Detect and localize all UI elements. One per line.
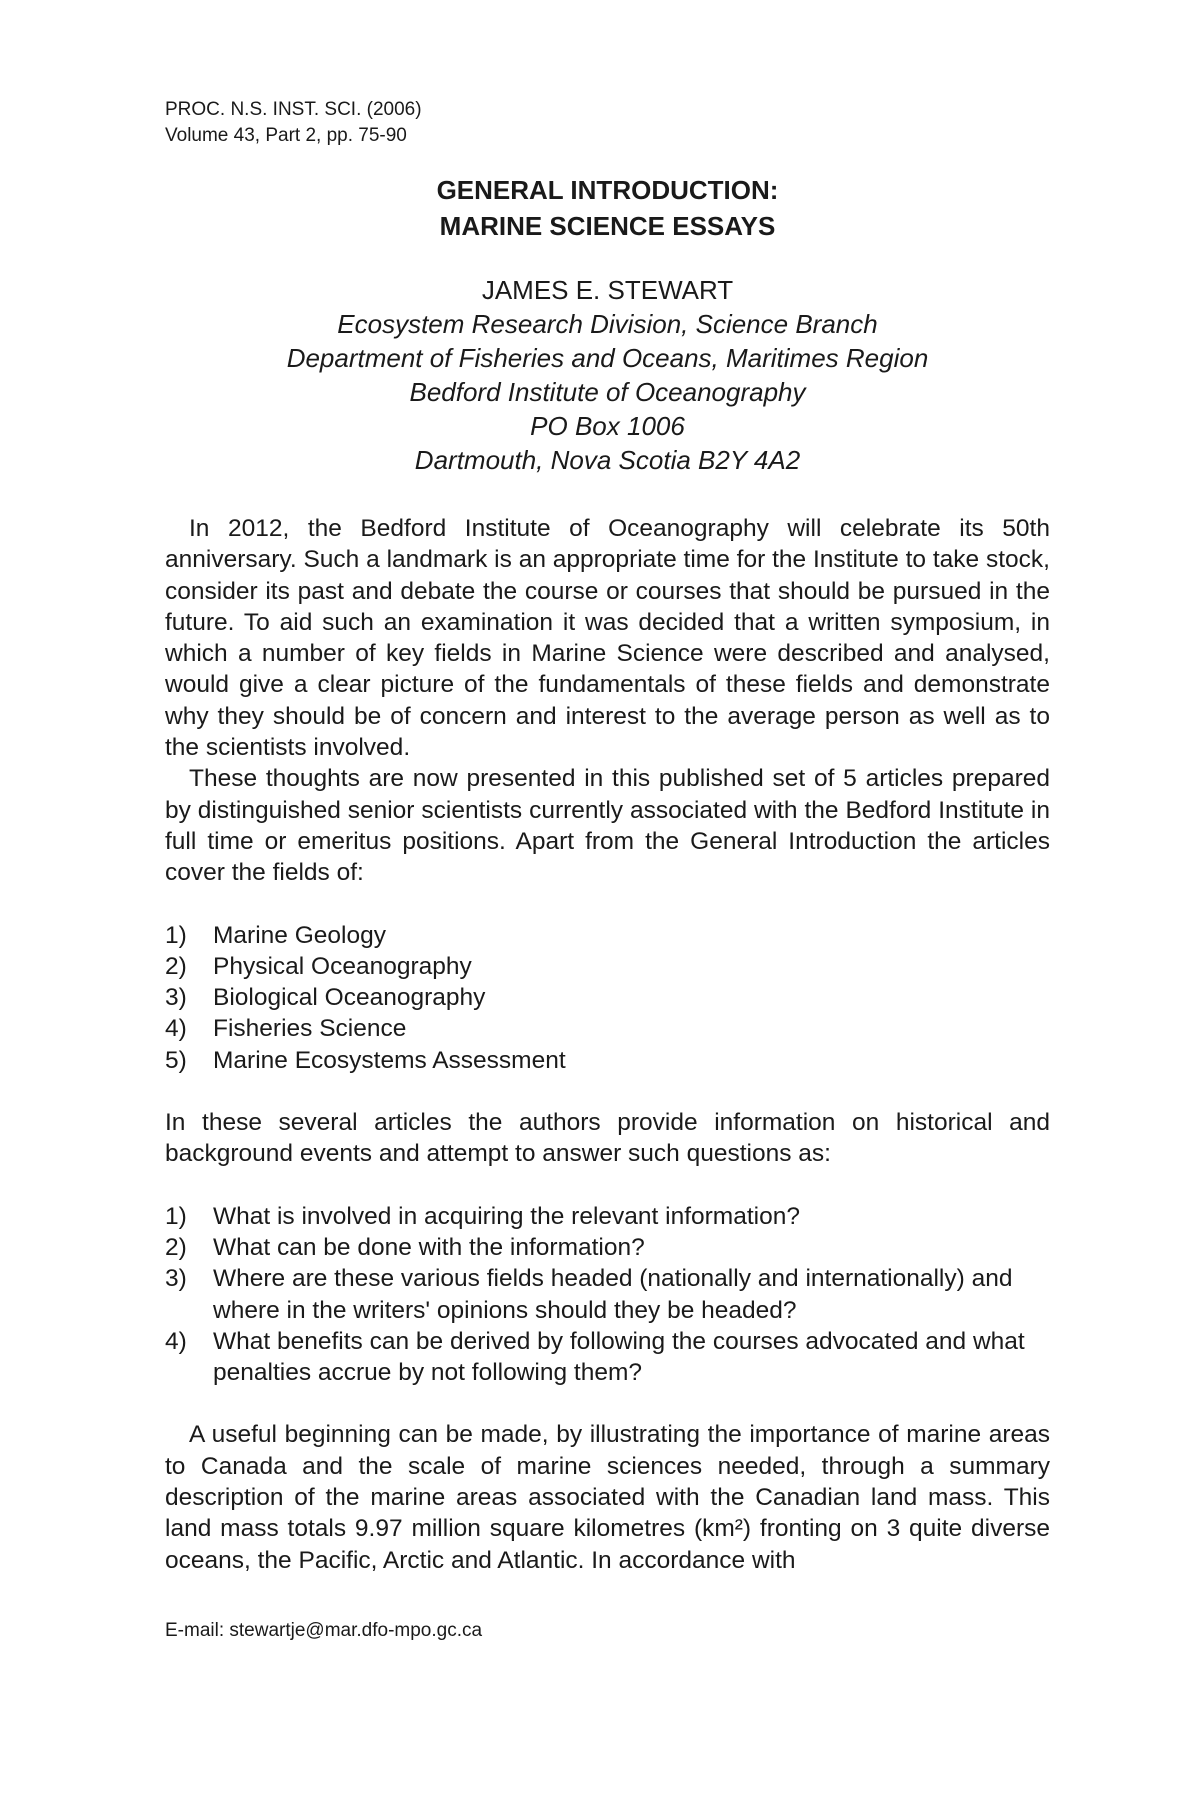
list-item-number: 1) bbox=[165, 1202, 187, 1230]
list-item-number: 4) bbox=[165, 1015, 187, 1043]
spacer bbox=[165, 1076, 1050, 1107]
list-item-number: 4) bbox=[165, 1327, 187, 1355]
fields-list bbox=[165, 920, 1050, 1076]
spacer bbox=[165, 1170, 1050, 1201]
body-paragraph-4: A useful beginning can be made, by illustrating the importance of marine areas to Canada and the scale of marine sciences needed, through a summary description of the marine areas associated with the Canadian land mass. This land mass totals 9.97 million square kilometres (km²) fronting on 3 quite diverse oceans, the Pacific, Arctic and Atlantic. In accordance with bbox=[165, 1421, 1050, 1574]
list-item-text: What can be done with the information? bbox=[213, 1233, 645, 1261]
list-item bbox=[165, 1201, 1050, 1232]
list-item-text: Marine Geology bbox=[213, 921, 386, 949]
body-paragraph-1: In 2012, the Bedford Institute of Oceanography will celebrate its 50th anniversary. Such a landmark is an appropriate time for the Institute to take stock, consider its past and debate the course or courses that should be pursued in the future. To aid such an examination it was decided that a written symposium, in which a number of key fields in Marine Science were described and analysed, would give a clear picture of the fundamentals of these fields and demonstrate why they should be of concern and interest to the average person as well as to the scientists involved. bbox=[165, 515, 1050, 762]
list-item-number: 1) bbox=[165, 921, 187, 949]
journal-volume: Volume 43, Part 2, pp. 75-90 bbox=[165, 125, 407, 146]
list-item-text: Where are these various fields headed (nationally and internationally) and where in the writers' opinions should they be headed? bbox=[213, 1265, 1013, 1324]
spacer bbox=[165, 889, 1050, 920]
list-item bbox=[165, 1045, 1050, 1076]
list-item-text: What is involved in acquiring the relevant information? bbox=[213, 1202, 800, 1230]
list-item-text: What benefits can be derived by following the courses advocated and what penalties accrue by not following them? bbox=[213, 1327, 1025, 1387]
spacer bbox=[165, 1388, 1050, 1419]
title-line-1: GENERAL INTRODUCTION: bbox=[436, 175, 779, 205]
list-item-text: Physical Oceanography bbox=[213, 952, 472, 980]
affiliation-line: Ecosystem Research Division, Science Branch bbox=[337, 309, 878, 339]
affiliation-line: Dartmouth, Nova Scotia B2Y 4A2 bbox=[414, 445, 801, 475]
list-item-number: 3) bbox=[165, 1265, 187, 1293]
body-paragraph-3: In these several articles the authors provide information on historical and background events and attempt to answer such questions as: bbox=[165, 1109, 1050, 1168]
list-item-text: Marine Ecosystems Assessment bbox=[213, 1046, 566, 1074]
list-item bbox=[165, 920, 1050, 951]
journal-citation: PROC. N.S. INST. SCI. (2006) bbox=[165, 99, 422, 120]
list-item bbox=[165, 1232, 1050, 1263]
list-item bbox=[165, 1013, 1050, 1044]
article-body bbox=[165, 513, 1050, 1576]
list-item-text: Biological Oceanography bbox=[213, 984, 486, 1012]
questions-list bbox=[165, 1201, 1050, 1389]
list-item bbox=[165, 951, 1050, 982]
journal-header bbox=[165, 97, 422, 149]
affiliation-line: PO Box 1006 bbox=[530, 411, 685, 441]
list-item-number: 2) bbox=[165, 952, 187, 980]
title-line-2: MARINE SCIENCE ESSAYS bbox=[439, 211, 776, 241]
list-item-number: 3) bbox=[165, 984, 187, 1012]
list-item bbox=[165, 982, 1050, 1013]
author-block bbox=[165, 273, 1050, 477]
article-title bbox=[165, 172, 1050, 244]
list-item-number: 5) bbox=[165, 1046, 187, 1074]
author-name: JAMES E. STEWART bbox=[481, 275, 734, 305]
list-item bbox=[165, 1263, 1050, 1326]
affiliation-line: Bedford Institute of Oceanography bbox=[409, 377, 806, 407]
body-paragraph-2: These thoughts are now presented in this published set of 5 articles prepared by distinguished senior scientists currently associated with the Bedford Institute in full time or emeritus positions. Apart from the General Introduction the articles cover the fields of: bbox=[165, 765, 1050, 887]
list-item-number: 2) bbox=[165, 1233, 187, 1261]
affiliation-line: Department of Fisheries and Oceans, Maritimes Region bbox=[286, 343, 929, 373]
list-item-text: Fisheries Science bbox=[213, 1015, 407, 1043]
footnote-email: E-mail: stewartje@mar.dfo-mpo.gc.ca bbox=[165, 1620, 483, 1641]
list-item bbox=[165, 1326, 1050, 1389]
